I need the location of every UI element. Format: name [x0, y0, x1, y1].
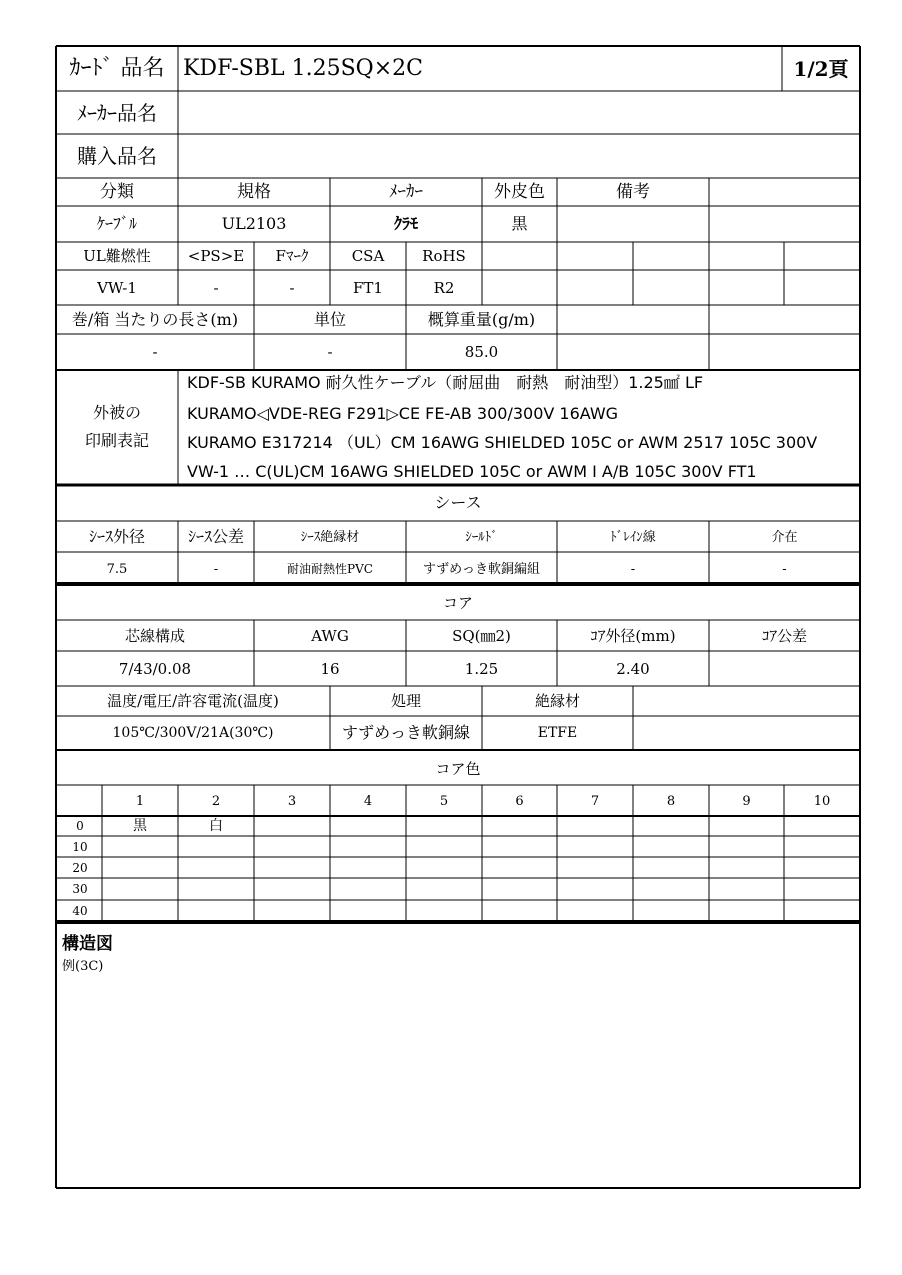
maker-name-label: ﾒｰｶｰ品名: [77, 101, 157, 125]
cert-header-2: Fﾏｰｸ: [275, 246, 309, 265]
cert-value-1: -: [213, 278, 219, 297]
cert-header-0: UL難燃性: [83, 246, 151, 265]
spec-value-0: ｹｰﾌﾞﾙ: [96, 214, 137, 233]
core-color-column-2: 2: [211, 793, 221, 809]
core-color-row-label: 0: [76, 819, 84, 833]
core-color-column-5: 5: [439, 793, 449, 809]
spec-header-3: 外皮色: [494, 181, 545, 202]
printing-line-0: KDF-SB KURAMO 耐久性ケーブル（耐屈曲 耐熱 耐油型）1.25㎟ LF: [187, 373, 704, 392]
purchase-name-label: 購入品名: [77, 144, 157, 168]
cert-value-0: VW-1: [97, 278, 137, 297]
spec-value-2: ｸﾗﾓ: [393, 214, 418, 233]
cert-header-1: <PS>E: [187, 246, 245, 265]
sheath-header-5: 介在: [771, 529, 798, 545]
core-header2-2: 絶縁材: [534, 691, 580, 710]
cert-value-2: -: [289, 278, 295, 297]
spec-header-1: 規格: [237, 181, 271, 202]
core-header-3: ｺｱ外径(mm): [590, 626, 676, 645]
cert-value-3: FT1: [353, 278, 383, 297]
length-header-0: 巻/箱 当たりの長さ(m): [71, 310, 239, 329]
core-color-cell: 黒: [133, 818, 147, 834]
sheath-value-4: -: [630, 561, 636, 577]
core-value2-2: ETFE: [537, 725, 578, 741]
core-color-row-label: 40: [72, 903, 88, 918]
structure-title: 構造図: [62, 933, 113, 954]
core-value-1: 16: [320, 659, 340, 678]
sheath-header-4: ﾄﾞﾚｲﾝ線: [610, 529, 656, 545]
card-name-value: KDF-SBL 1.25SQ×2C: [183, 56, 423, 81]
spec-value-1: UL2103: [221, 214, 287, 233]
core-header-1: AWG: [311, 626, 349, 645]
spec-header-2: ﾒｰｶｰ: [389, 181, 423, 202]
core-value-0: 7/43/0.08: [118, 659, 192, 678]
core-color-column-8: 8: [666, 793, 676, 809]
core-header-0: 芯線構成: [124, 626, 185, 645]
length-value-0: -: [152, 342, 158, 361]
core-value2-1: すずめっき軟銅線: [341, 723, 470, 742]
cert-value-4: R2: [433, 278, 455, 297]
length-value-2: 85.0: [464, 342, 499, 361]
page-number: 1/2頁: [793, 57, 849, 81]
sheath-value-2: 耐油耐熱性PVC: [287, 562, 373, 576]
spec-header-0: 分類: [100, 181, 134, 202]
core-value2-0: 105℃/300V/21A(30℃): [112, 725, 274, 741]
printing-label-2: 印刷表記: [84, 431, 149, 450]
core-color-column-6: 6: [515, 793, 524, 809]
core-color-title: コア色: [435, 759, 481, 778]
core-header2-1: 処理: [390, 691, 421, 710]
sheath-value-3: すずめっき軟銅編組: [422, 561, 540, 577]
sheath-header-2: ｼｰｽ絶縁材: [300, 529, 360, 545]
printing-label-1: 外被の: [92, 403, 141, 422]
core-color-column-3: 3: [287, 793, 297, 809]
core-color-row-label: 10: [72, 839, 88, 854]
core-title: コア: [442, 593, 473, 612]
core-color-row-label: 30: [72, 882, 88, 896]
spec-header-4: 備考: [616, 181, 650, 202]
sheath-value-5: -: [782, 561, 787, 577]
sheath-header-1: ｼｰｽ公差: [187, 527, 244, 546]
spec-value-3: 黒: [511, 214, 528, 233]
length-header-2: 概算重量(g/m): [427, 310, 536, 329]
cert-header-3: CSA: [351, 246, 385, 265]
core-value-2: 1.25: [464, 659, 499, 678]
core-color-column-9: 9: [742, 793, 751, 809]
core-value-3: 2.40: [616, 659, 650, 678]
printing-line-1: KURAMO◁VDE-REG F291▷CE FE-AB 300/300V 16AWG: [187, 404, 619, 423]
core-color-row-label: 20: [72, 860, 88, 875]
core-color-column-10: 10: [813, 793, 831, 809]
printing-line-2: KURAMO E317214 （UL）CM 16AWG SHIELDED 105C or AWM 2517 105C 300V: [187, 433, 818, 452]
structure-example: 例(3C): [62, 958, 104, 974]
core-color-column-7: 7: [590, 793, 600, 809]
printing-line-3: VW-1 … C(UL)CM 16AWG SHIELDED 105C or AWM Ⅰ A/B 105C 300V FT1: [187, 462, 757, 481]
core-header2-0: 温度/電圧/許容電流(温度): [107, 691, 279, 710]
sheath-value-0: 7.5: [106, 561, 128, 577]
sheath-title: シース: [434, 493, 482, 512]
core-header-2: SQ(㎜2): [452, 626, 511, 645]
length-header-1: 単位: [313, 310, 346, 329]
core-color-cell: 白: [209, 818, 223, 834]
core-color-column-1: 1: [135, 793, 145, 809]
core-color-column-4: 4: [363, 793, 373, 809]
length-value-1: -: [327, 342, 333, 361]
sheath-header-0: ｼｰｽ外径: [88, 527, 145, 546]
cert-header-4: RoHS: [422, 246, 466, 265]
core-header-4: ｺｱ公差: [761, 626, 807, 645]
sheath-header-3: ｼｰﾙﾄﾞ: [465, 529, 498, 545]
sheath-value-1: -: [213, 561, 219, 577]
card-name-label: ｶｰﾄﾞ 品名: [69, 56, 165, 81]
